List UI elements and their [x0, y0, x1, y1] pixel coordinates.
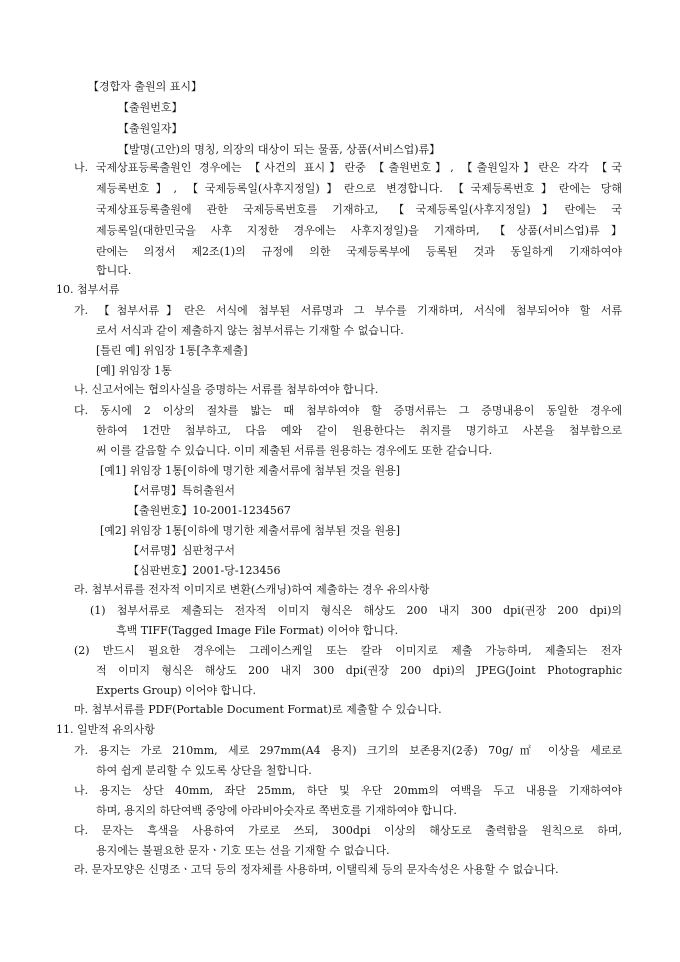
paragraph-line: 마. 첨부서류를 PDF(Portable Document Format)로 제출할 수 있습니다. — [74, 703, 442, 716]
example-line: [예] 위임장 1통 — [96, 364, 172, 377]
paragraph-line: 나. 신고서에는 협의사실을 증명하는 서류를 첨부하여야 합니다. — [74, 383, 379, 396]
section-heading-general-notes: 11. 일반적 유의사항 — [56, 723, 155, 736]
example-line: [틀린 예] 위임장 1통[추후제출] — [96, 344, 248, 357]
paragraph-line: Experts Group) 이어야 합니다. — [96, 684, 256, 697]
example-field: 【서류명】심판청구서 — [128, 544, 236, 557]
paragraph-line: 적 이미지 형식은 해상도 200 내지 300 dpi(권장 200 dpi)의 JPEG(Joint Photographic — [96, 664, 622, 677]
paragraph-line: 흑백 TIFF(Tagged Image File Format) 이어야 합니다. — [116, 624, 399, 637]
field-application-number: 【출원번호】 — [118, 101, 183, 114]
example-field: 【서류명】특허출원서 — [128, 484, 236, 497]
paragraph-line: (2) 반드시 필요한 경우에는 그레이스케일 또는 칼라 이미지로 제출 가능하며, 제출되는 전자 — [74, 644, 622, 657]
paragraph-line: 가. 【첨부서류】란은 서식에 첨부된 서류명과 그 부수를 기재하며, 서식에 첨부되어야 할 서류 — [74, 304, 622, 317]
field-application-date: 【출원일자】 — [118, 122, 183, 135]
section-heading-attachments: 10. 첨부서류 — [56, 283, 120, 296]
paragraph-line: 가. 용지는 가로 210mm, 세로 297mm(A4 용지) 크기의 보존용지(2종) 70g/㎡ 이상을 세로로 — [74, 744, 622, 757]
paragraph-line: 다. 동시에 2 이상의 절차를 밟는 때 첨부하여야 할 증명서류는 그 증명내용이 동일한 경우에 — [74, 404, 622, 417]
paragraph-line: 하며, 용지의 하단여백 중앙에 아라비아숫자로 쪽번호를 기재하여야 합니다. — [96, 804, 457, 817]
paragraph-line: 나. 용지는 상단 40mm, 좌단 25mm, 하단 및 우단 20mm의 여백을 두고 내용을 기재하여야 — [74, 784, 622, 797]
paragraph-line: 한하여 1건만 첨부하고, 다음 예와 같이 원용한다는 취지를 명기하고 사본을 첨부함으로 — [96, 424, 622, 437]
paragraph-line: 국제상표등록출원에 관한 국제등록번호를 기재하고, 【국제등록일(사후지정일)】란에는 국 — [96, 203, 622, 216]
paragraph-line: 로서 서식과 같이 제출하지 않는 첨부서류는 기재할 수 없습니다. — [96, 324, 404, 337]
heading-competitor-application: 【경합자 출원의 표시】 — [88, 80, 203, 93]
field-invention-title: 【발명(고안)의 명칭, 의장의 대상이 되는 물품, 상품(서비스업)류】 — [118, 143, 441, 156]
paragraph-line: 다. 문자는 흑색을 사용하여 가로로 쓰되, 300dpi 이상의 해상도로 출력함을 원칙으로 하며, — [74, 824, 622, 837]
paragraph-line: 하여 쉽게 분리할 수 있도록 상단을 철합니다. — [96, 764, 312, 777]
example-field: 【심판번호】2001-당-123456 — [128, 564, 281, 577]
paragraph-line: 합니다. — [96, 264, 132, 277]
paragraph-line: 용지에는 불필요한 문자ㆍ기호 또는 선을 기재할 수 없습니다. — [96, 844, 390, 857]
paragraph-line: 써 이를 갈음할 수 있습니다. 이미 제출된 서류를 원용하는 경우에도 또한 같습니다. — [96, 444, 493, 457]
example-field: 【출원번호】10-2001-1234567 — [128, 504, 291, 517]
example-line: [예2] 위임장 1통[이하에 명기한 제출서류에 첨부된 것을 원용] — [100, 524, 401, 537]
paragraph-line: (1) 첨부서류로 제출되는 전자적 이미지 형식은 해상도 200 내지 300 dpi(권장 200 dpi)의 — [90, 604, 622, 617]
paragraph-line: 나. 국제상표등록출원인 경우에는 【사건의 표시】란중 【출원번호】, 【출원일자】란은 각각 【국 — [74, 161, 622, 174]
example-line: [예1] 위임장 1통[이하에 명기한 제출서류에 첨부된 것을 원용] — [100, 464, 401, 477]
paragraph-line: 라. 문자모양은 신명조ㆍ고딕 등의 정자체를 사용하며, 이탤릭체 등의 문자속성은 사용할 수 없습니다. — [74, 863, 559, 876]
paragraph-line: 라. 첨부서류를 전자적 이미지로 변환(스캐닝)하여 제출하는 경우 유의사항 — [74, 583, 430, 596]
paragraph-line: 제등록번호】, 【국제등록일(사후지정일)】란으로 변경합니다. 【국제등록번호】란에는 당해 — [96, 182, 622, 195]
paragraph-line: 란에는 의정서 제2조(1)의 규정에 의한 국제등록부에 등록된 것과 동일하게 기재하여야 — [96, 245, 622, 258]
paragraph-line: 제등록일(대한민국을 사후 지정한 경우에는 사후지정일)을 기재하며, 【상품(서비스업)류】 — [96, 224, 622, 237]
